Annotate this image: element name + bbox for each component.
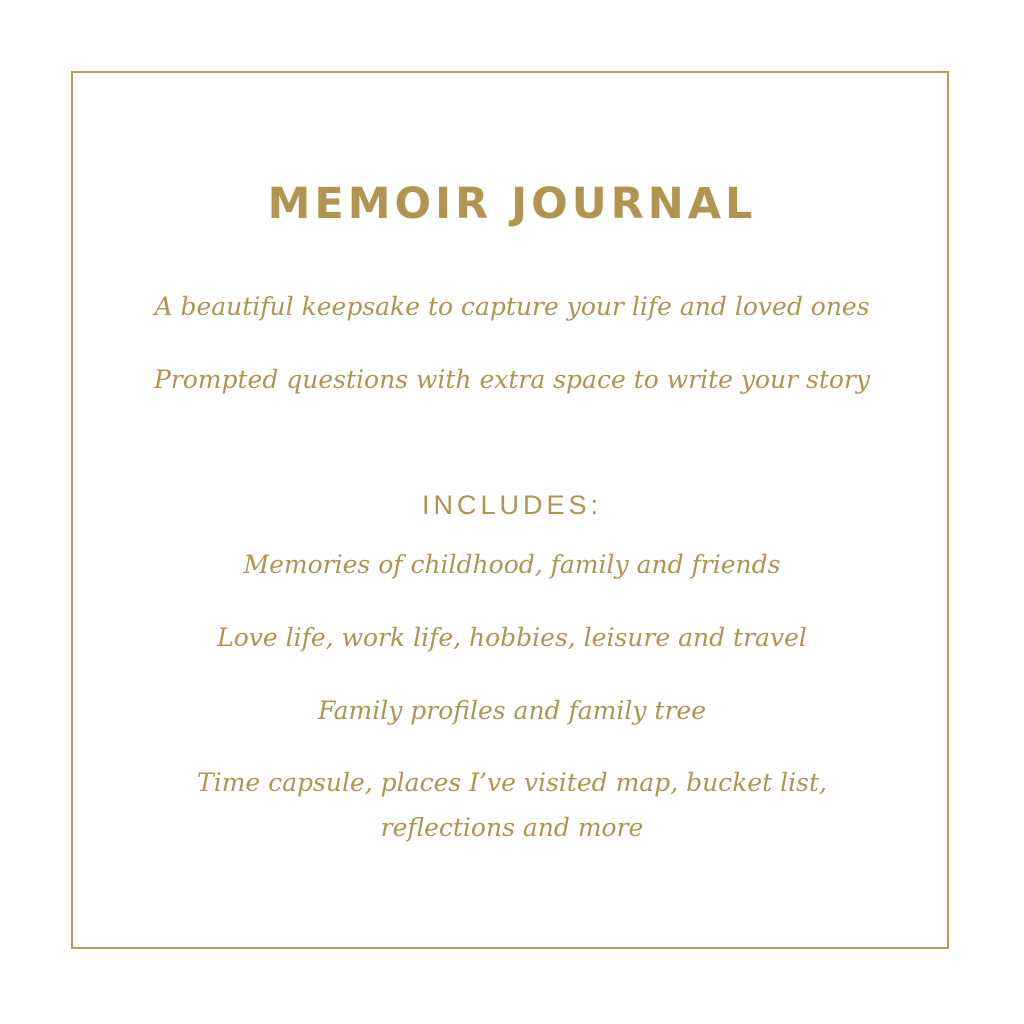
page-title: MEMOIR JOURNAL (267, 179, 757, 229)
include-item-life: Love life, work life, hobbies, leisure and travel (217, 623, 807, 652)
include-item-reflections: reflections and more (380, 813, 644, 842)
tagline-prompted-questions: Prompted questions with extra space to write your story (153, 365, 871, 394)
include-item-family-profiles: Family profiles and family tree (317, 696, 707, 725)
include-item-time-capsule: Time capsule, places I’ve visited map, bucket list, (197, 768, 827, 797)
tagline-keepsake: A beautiful keepsake to capture your life and loved ones (154, 292, 870, 321)
include-item-memories: Memories of childhood, family and friends (243, 550, 781, 579)
includes-heading: INCLUDES: (421, 490, 603, 520)
